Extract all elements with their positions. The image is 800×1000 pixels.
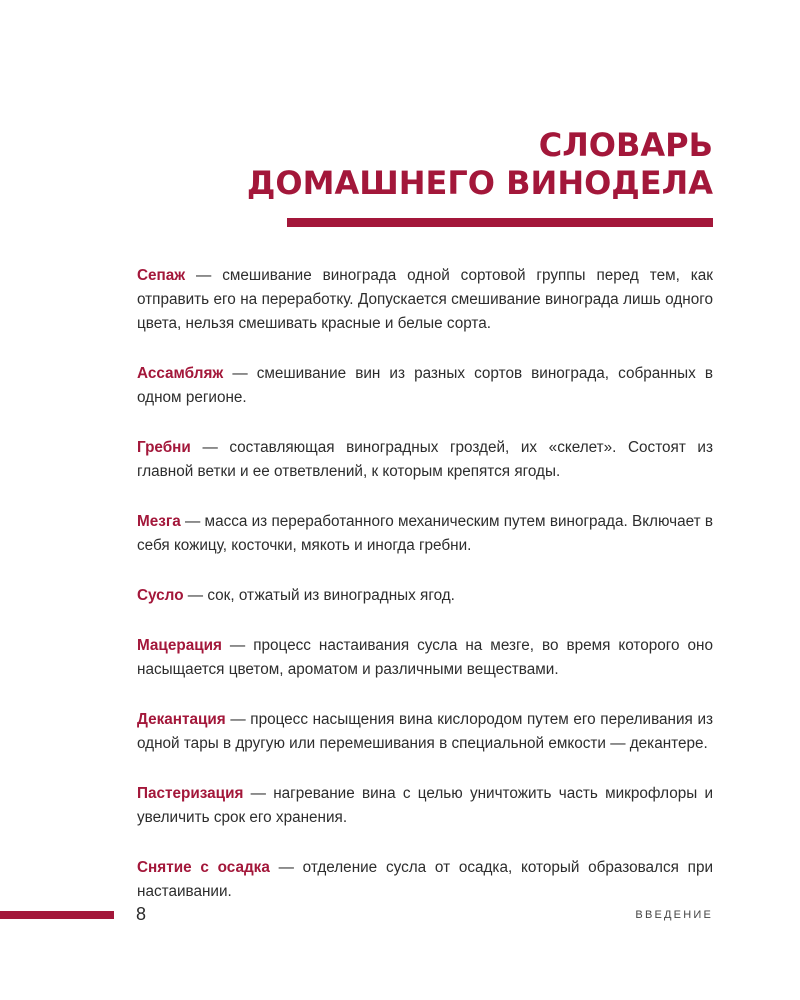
glossary-definition: — сок, отжатый из виноградных ягод. (183, 587, 455, 604)
glossary-definition: — составляющая виноградных гроздей, их «скелет». Состоят из главной ветки и ее ответвлений, к которым крепятся ягоды. (137, 439, 713, 480)
glossary-entry (137, 584, 713, 608)
glossary-entry (137, 264, 713, 336)
glossary-entry (137, 782, 713, 830)
glossary-term: Сепаж (137, 267, 186, 284)
glossary-term: Гребни (137, 439, 191, 456)
glossary-definition: — процесс насыщения вина кислородом путем его переливания из одной тары в другую или перемешивания в специальной емкости — декантере. (137, 711, 713, 752)
title-underline-rule (287, 218, 713, 227)
page-title-line-2: ДОМАШНЕГО ВИНОДЕЛА (246, 164, 713, 202)
glossary-list (137, 264, 713, 930)
page-title-line-1: СЛОВАРЬ (538, 126, 713, 164)
glossary-term: Мацерация (137, 637, 222, 654)
glossary-definition: — процесс настаивания сусла на мезге, во время которого оно насыщается цветом, ароматом и различными веществами. (137, 637, 713, 678)
glossary-entry (137, 634, 713, 682)
glossary-term: Пастеризация (137, 785, 244, 802)
footer-accent-bar (0, 911, 114, 919)
glossary-term: Снятие с осадка (137, 859, 270, 876)
glossary-term: Мезга (137, 513, 181, 530)
glossary-definition: — масса из переработанного механическим путем винограда. Включает в себя кожицу, косточки, мякоть и иногда гребни. (137, 513, 713, 554)
glossary-entry (137, 510, 713, 558)
page-title (247, 126, 713, 202)
glossary-definition: — смешивание винограда одной сортовой группы перед тем, как отправить его на переработку. Допускается смешивание винограда лишь одного цвета, нельзя смешивать красные и белые сорта. (137, 267, 713, 332)
glossary-entry (137, 708, 713, 756)
glossary-definition: — нагревание вина с целью уничтожить часть микрофлоры и увеличить срок его хранения. (137, 785, 713, 826)
glossary-term: Сусло (137, 587, 184, 604)
glossary-definition: — смешивание вин из разных сортов винограда, собранных в одном регионе. (137, 365, 713, 406)
running-section-title: ВВЕДЕНИЕ (635, 909, 713, 921)
glossary-definition: — отделение сусла от осадка, который образовался при настаивании. (137, 859, 714, 900)
page-number: 8 (136, 904, 147, 924)
glossary-entry (137, 856, 713, 904)
glossary-term: Декантация (137, 711, 226, 728)
glossary-term: Ассамбляж (137, 365, 224, 382)
glossary-entry (137, 362, 713, 410)
glossary-entry (137, 436, 713, 484)
